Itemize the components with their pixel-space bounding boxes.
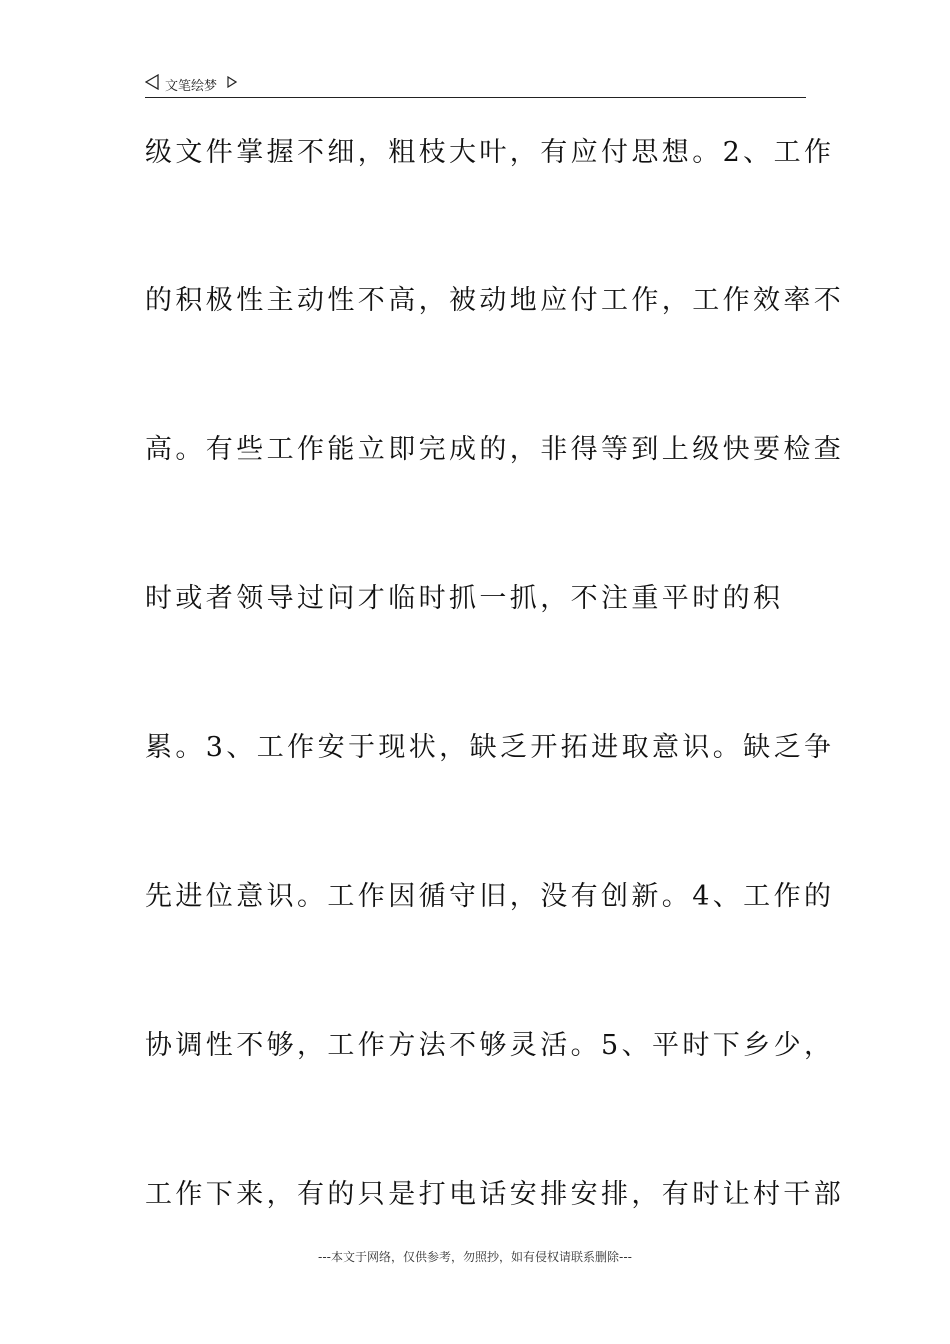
triangle-left-icon <box>145 74 159 94</box>
text-line: 高。有些工作能立即完成的，非得等到上级快要检查 <box>145 434 845 465</box>
header-title: 文笔绘梦 <box>165 78 218 94</box>
text-line: 级文件掌握不细，粗枝大叶，有应付思想。2、工作 <box>145 137 835 168</box>
text-line: 工作下来，有的只是打电话安排安排，有时让村干部 <box>145 1179 845 1210</box>
page-header <box>145 72 237 96</box>
text-line: 协调性不够，工作方法不够灵活。5、平时下乡少， <box>145 1030 835 1061</box>
header-divider <box>145 97 806 98</box>
text-line: 先进位意识。工作因循守旧，没有创新。4、工作的 <box>145 881 835 912</box>
footer-notice: ---本文于网络，仅供参考，勿照抄，如有侵权请联系删除--- <box>318 1250 632 1264</box>
triangle-right-icon <box>227 76 237 92</box>
text-line: 时或者领导过问才临时抓一抓，不注重平时的积 <box>145 583 784 614</box>
text-line: 的积极性主动性不高，被动地应付工作，工作效率不 <box>145 285 845 316</box>
text-line: 累。3、工作安于现状，缺乏开拓进取意识。缺乏争 <box>145 732 835 763</box>
